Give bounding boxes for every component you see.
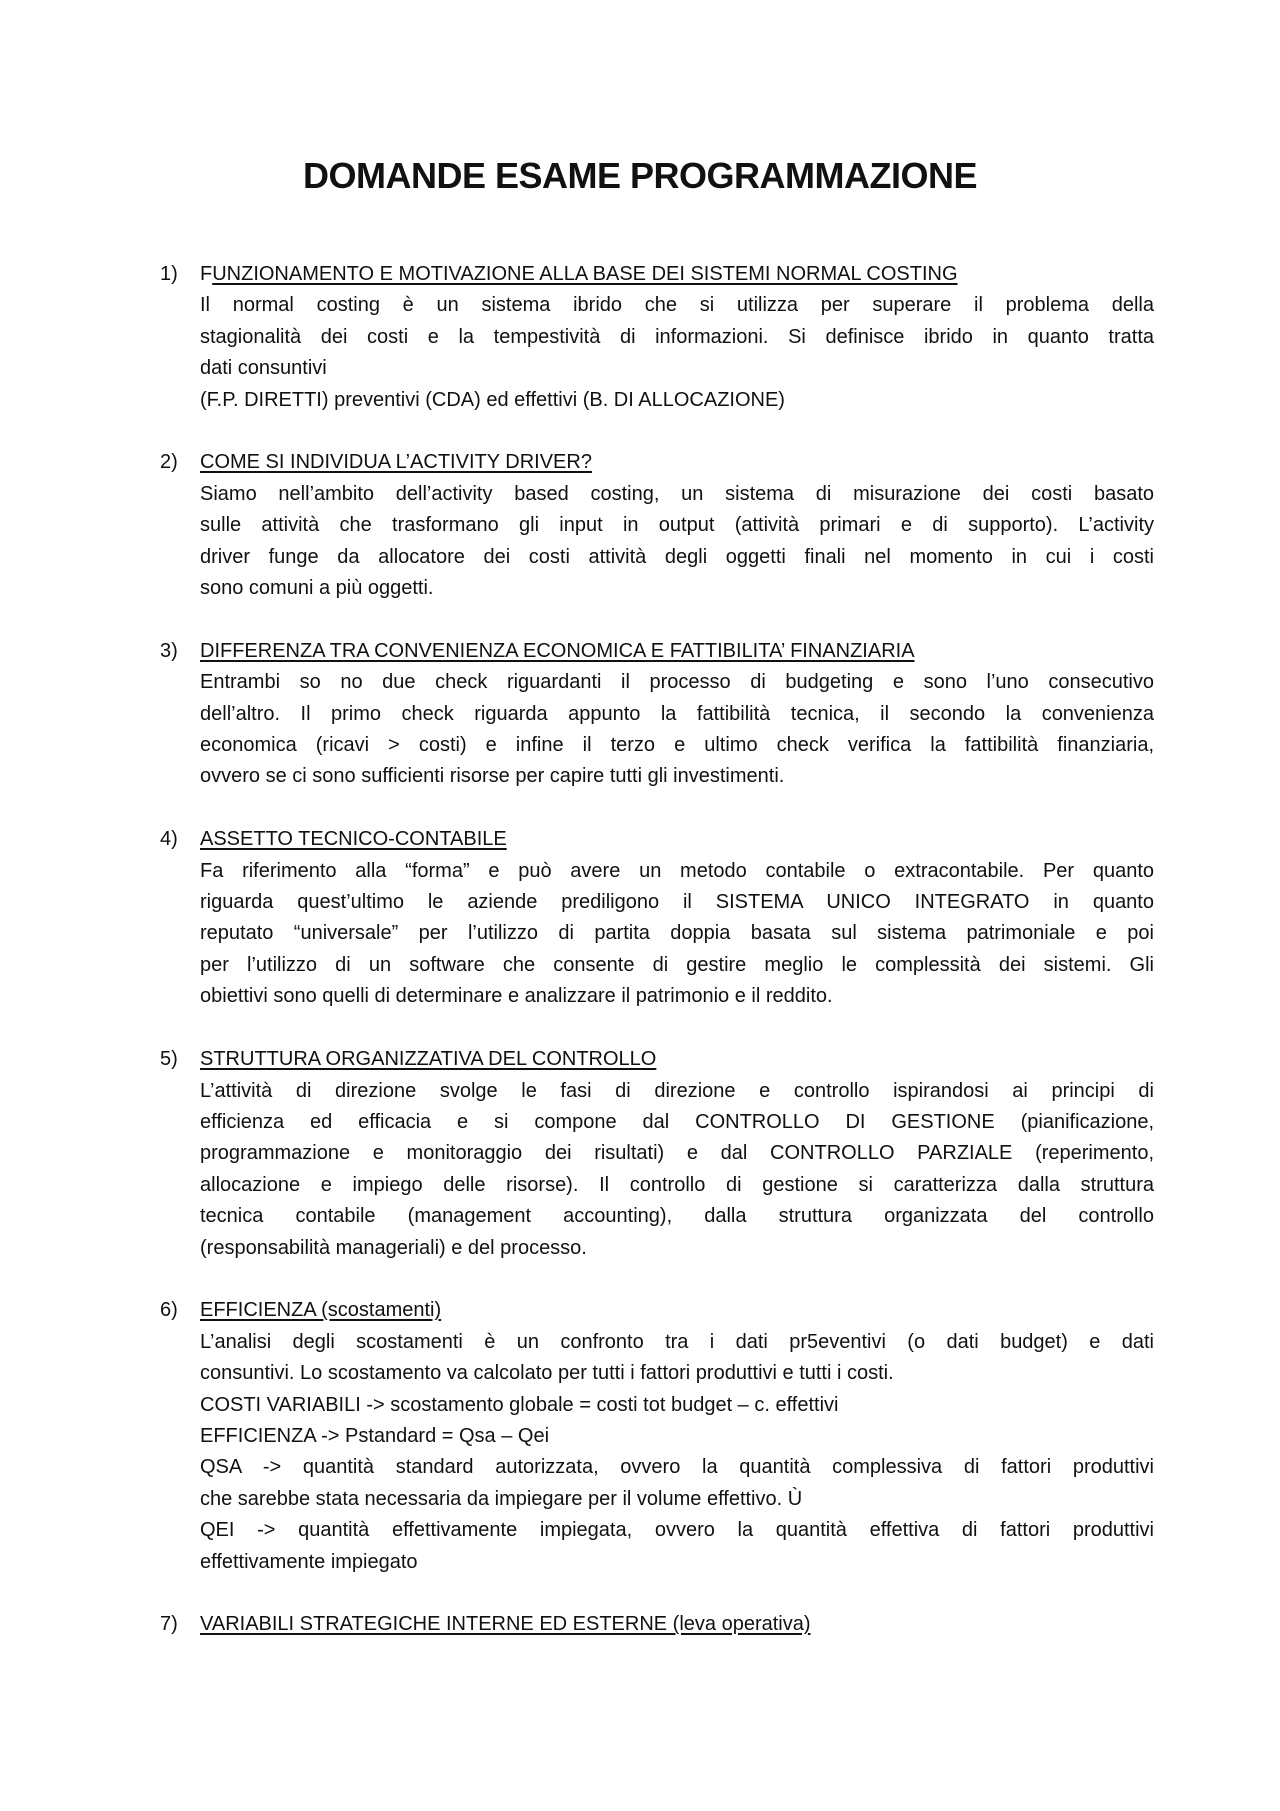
answer-line: effettivamente impiegato: [200, 1550, 418, 1573]
question-number: 2): [160, 451, 178, 474]
answer-line: tecnica contabile (management accounting), dalla struttura organizzata del controllo: [200, 1205, 1154, 1228]
question-item: [160, 1044, 1154, 1264]
answer-line: Entrambi so no due check riguardanti il processo di budgeting e sono l’uno consecutivo: [200, 671, 1154, 694]
answer-line: L’analisi degli scostamenti è un confronto tra i dati pr5eventivi (o dati budget) e dati: [200, 1330, 1154, 1353]
question-heading: [200, 824, 1154, 855]
document-title: DOMANDE ESAME PROGRAMMAZIONE: [302, 155, 977, 196]
answer-line: obiettivi sono quelli di determinare e analizzare il patrimonio e il reddito.: [200, 985, 833, 1008]
heading-text: DIFFERENZA TRA CONVENIENZA ECONOMICA E FATTIBILITA’ FINANZIARIA: [200, 639, 915, 662]
answer-line: programmazione e monitoraggio dei risultati) e dal CONTROLLO PARZIALE (reperimento,: [200, 1142, 1154, 1165]
heading-text: UNZIONAMENTO E MOTIVAZIONE ALLA BASE DEI SISTEMI NORMAL COSTING: [212, 263, 958, 285]
answer-line: Il normal costing è un sistema ibrido che si utilizza per superare il problema della: [200, 294, 1154, 317]
question-number: 3): [160, 639, 178, 662]
answer-line: (F.P. DIRETTI) preventivi (CDA) ed effettivi (B. DI ALLOCAZIONE): [200, 388, 785, 411]
answer-line: sono comuni a più oggetti.: [200, 577, 434, 600]
heading-text: EFFICIENZA (scostamenti): [200, 1299, 442, 1322]
question-heading: [200, 447, 1154, 478]
question-item: [160, 636, 1154, 793]
answer-line: che sarebbe stata necessaria da impiegare per il volume effettivo. Ù: [200, 1487, 803, 1510]
answer-line: EFFICIENZA -> Pstandard = Qsa – Qei: [200, 1424, 550, 1447]
question-item: [160, 447, 1154, 604]
question-heading: [200, 1044, 1154, 1075]
heading-text: STRUTTURA ORGANIZZATIVA DEL CONTROLLO: [200, 1048, 657, 1071]
heading-text: VARIABILI STRATEGICHE INTERNE ED ESTERNE (leva operativa): [200, 1613, 811, 1636]
question-item: [160, 1295, 1154, 1578]
answer-line: ovvero se ci sono sufficienti risorse per capire tutti gli investimenti.: [200, 765, 785, 788]
answer-line: dati consuntivi: [200, 357, 327, 380]
question-number: 1): [160, 263, 178, 285]
question-number: 6): [160, 1299, 178, 1322]
question-heading: [200, 636, 1154, 667]
answer-line: driver funge da allocatore dei costi attività degli oggetti finali nel momento in cui i costi: [200, 545, 1154, 568]
question-number: 4): [160, 828, 178, 851]
answer-line: dell’altro. Il primo check riguarda appunto la fattibilità tecnica, il secondo la convenienza: [200, 702, 1154, 725]
heading-prefix: F: [200, 263, 213, 285]
answer-line: L’attività di direzione svolge le fasi di direzione e controllo ispirandosi ai principi di: [200, 1079, 1154, 1102]
answer-line: reputato “universale” per l’utilizzo di partita doppia basata sul sistema patrimoniale e poi: [200, 922, 1154, 945]
question-item: [160, 1609, 1154, 1640]
answer-line: Fa riferimento alla “forma” e può avere un metodo contabile o extracontabile. Per quanto: [200, 859, 1154, 882]
question-heading: [200, 1295, 1154, 1326]
answer-line: consuntivi. Lo scostamento va calcolato per tutti i fattori produttivi e tutti i costi.: [200, 1362, 894, 1385]
answer-line: efficienza ed efficacia e si compone dal CONTROLLO DI GESTIONE (pianificazione,: [200, 1110, 1154, 1133]
heading-text: COME SI INDIVIDUA L’ACTIVITY DRIVER?: [200, 451, 592, 474]
question-heading: [200, 259, 1154, 290]
heading-text: ASSETTO TECNICO-CONTABILE: [200, 828, 507, 851]
answer-line: allocazione e impiego delle risorse). Il controllo di gestione si caratterizza dalla struttura: [200, 1173, 1154, 1196]
answer-line: Siamo nell’ambito dell’activity based costing, un sistema di misurazione dei costi basato: [200, 482, 1154, 505]
question-item: [160, 824, 1154, 1012]
question-heading: [200, 1609, 1154, 1640]
question-list: [160, 259, 1154, 1672]
answer-line: per l’utilizzo di un software che consente di gestire meglio le complessità dei sistemi. Gli: [200, 953, 1154, 976]
answer-line: QSA -> quantità standard autorizzata, ovvero la quantità complessiva di fattori produttivi: [200, 1456, 1154, 1479]
answer-line: stagionalità dei costi e la tempestività di informazioni. Si definisce ibrido in quanto tratta: [200, 325, 1154, 348]
question-number: 5): [160, 1048, 178, 1071]
question-number: 7): [160, 1613, 178, 1636]
answer-line: COSTI VARIABILI -> scostamento globale = costi tot budget – c. effettivi: [200, 1393, 839, 1416]
answer-line: economica (ricavi > costi) e infine il terzo e ultimo check verifica la fattibilità finanziaria,: [200, 734, 1154, 757]
answer-line: riguarda quest’ultimo le aziende prediligono il SISTEMA UNICO INTEGRATO in quanto: [200, 891, 1154, 914]
answer-line: QEI -> quantità effettivamente impiegata, ovvero la quantità effettiva di fattori produttivi: [200, 1519, 1154, 1542]
answer-line: sulle attività che trasformano gli input in output (attività primari e di supporto). L’activity: [200, 514, 1154, 537]
question-item: [160, 259, 1154, 416]
answer-line: (responsabilità manageriali) e del processo.: [200, 1236, 587, 1259]
